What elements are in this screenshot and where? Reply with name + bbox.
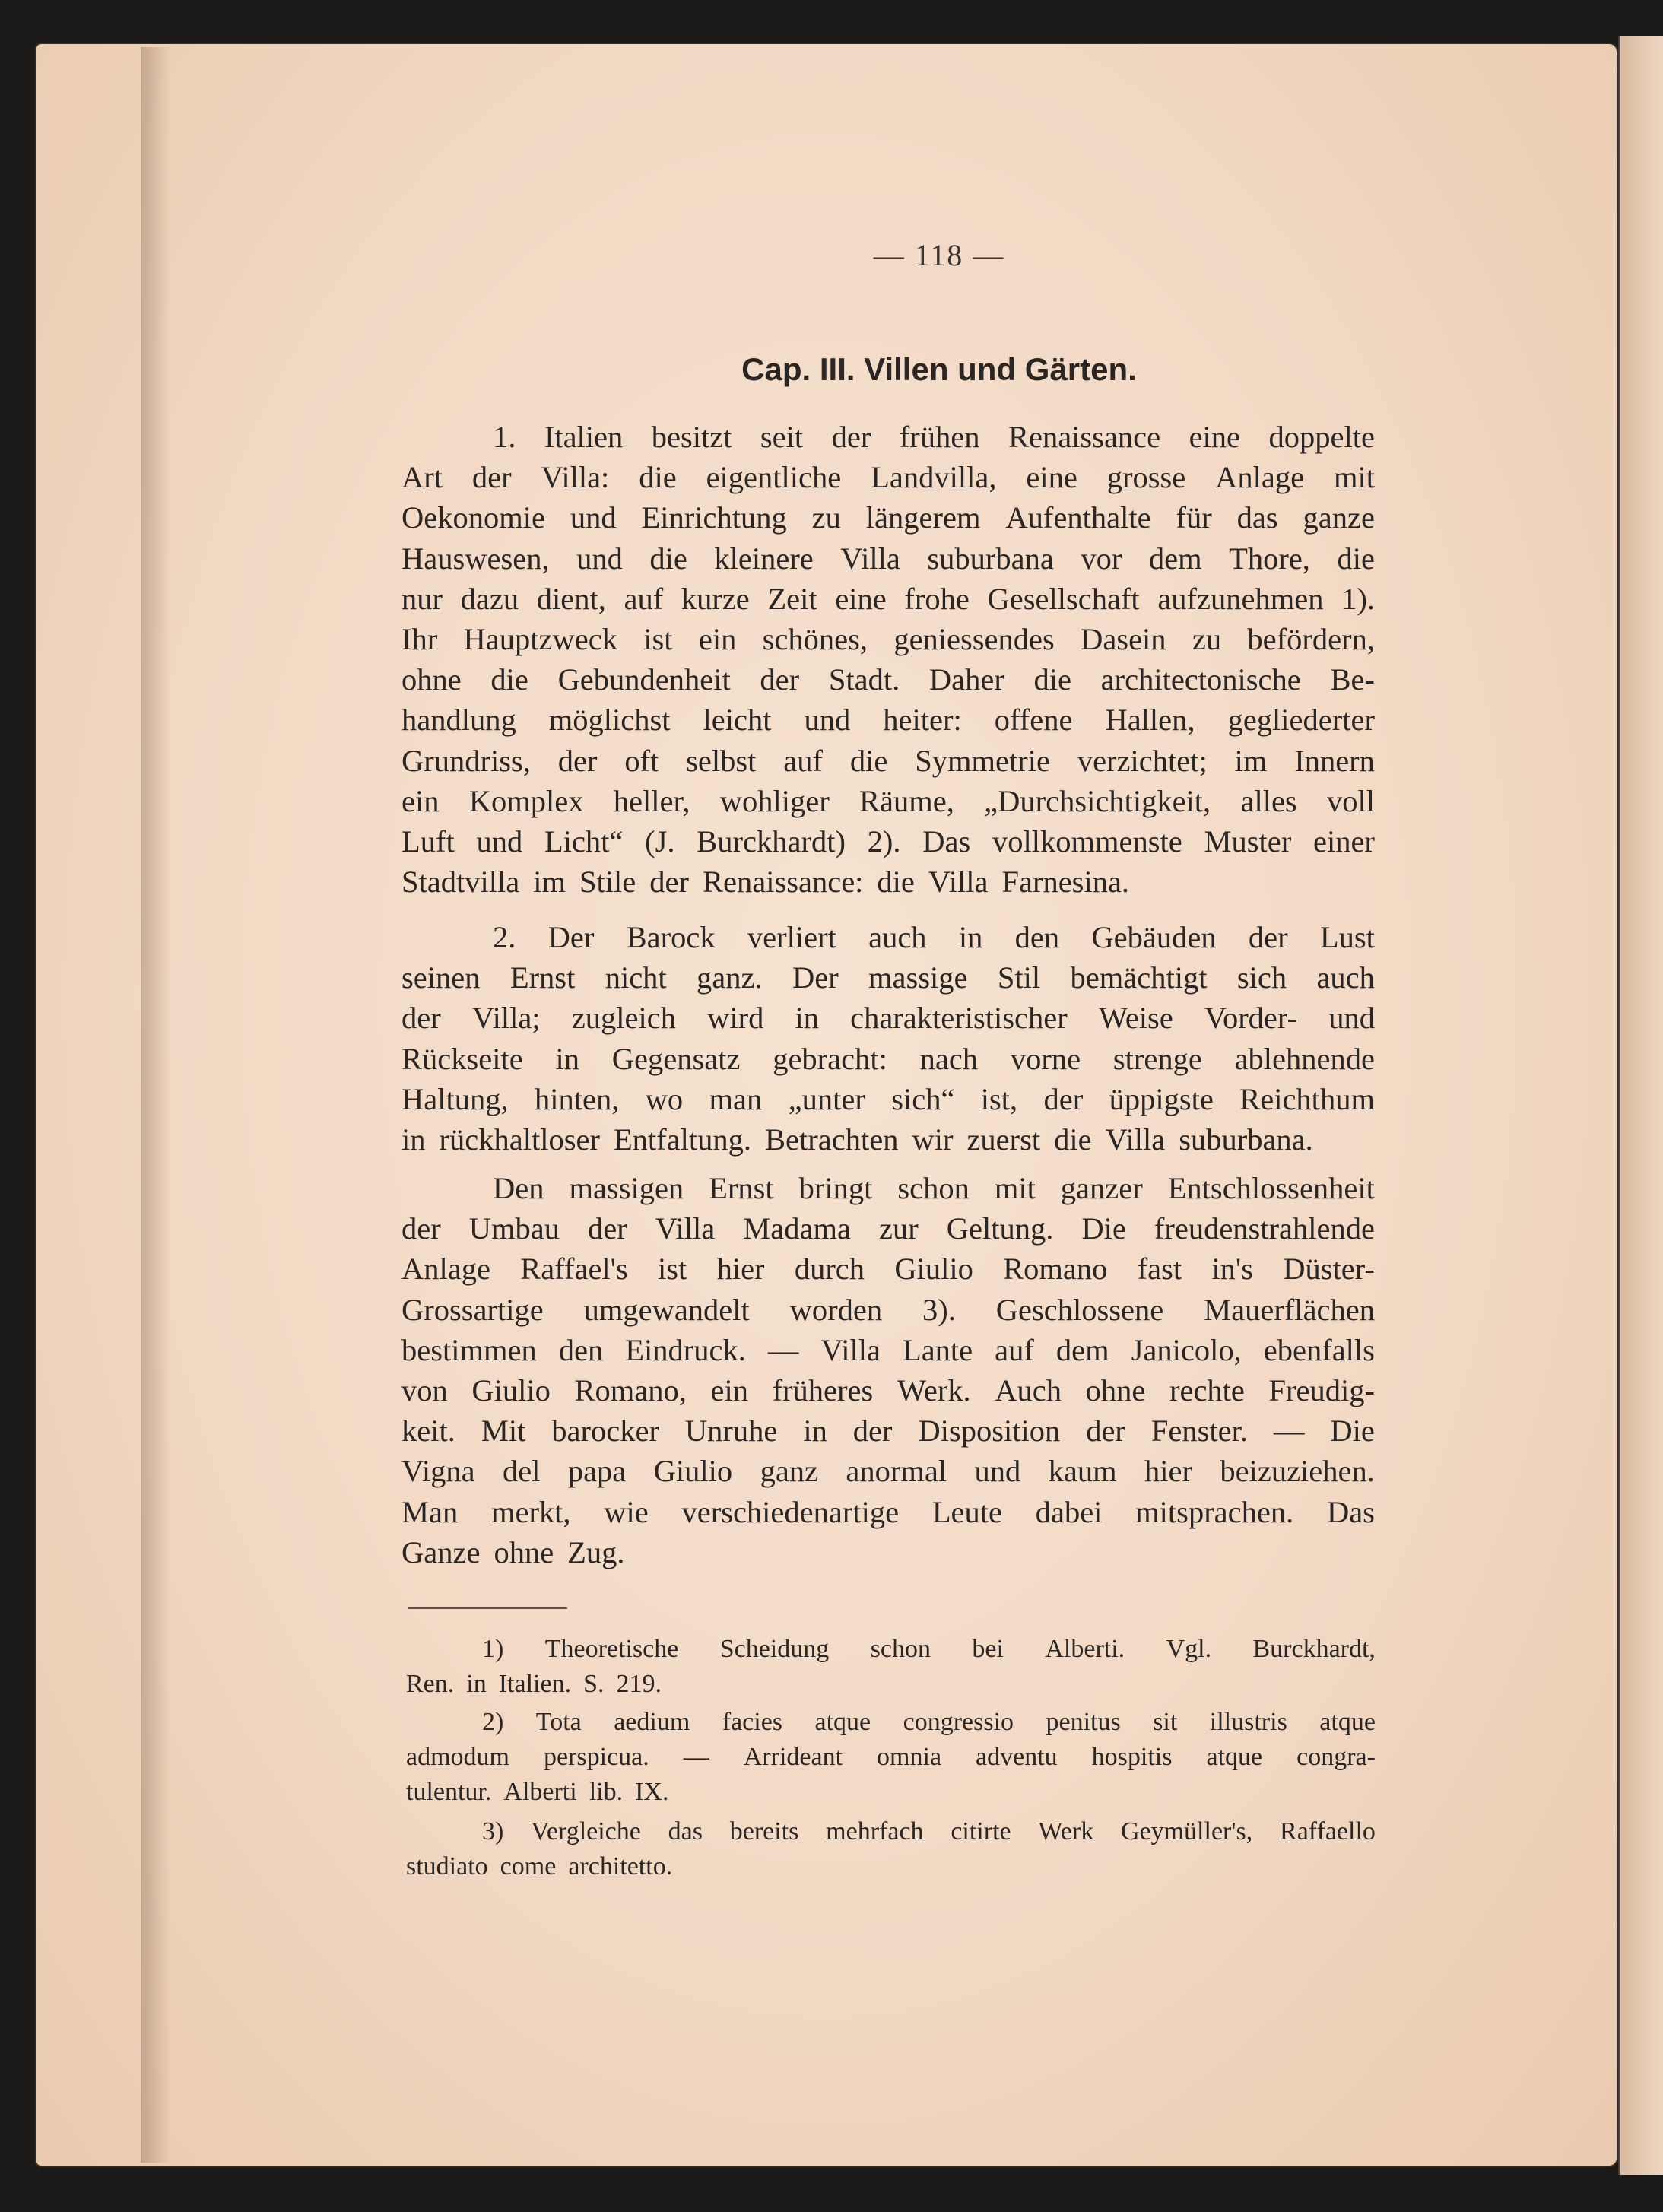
text-line: Man merkt, wie verschiedenartige Leute dabei mitsprachen. Das bbox=[401, 1494, 1375, 1529]
text-line: Stadtvilla im Stile der Renaissance: die Villa Farnesina. bbox=[401, 865, 1130, 900]
text-line: Vigna del papa Giulio ganz anormal und kaum hier beizuziehen. bbox=[401, 1454, 1375, 1489]
page-number: — 118 — bbox=[873, 238, 1005, 272]
chapter-heading: Cap. III. Villen und Gärten. bbox=[741, 351, 1137, 387]
paragraph-3 bbox=[401, 1168, 1375, 1573]
text-line: 1. Italien besitzt seit der frühen Renaissance eine doppelte bbox=[493, 420, 1375, 454]
footnote-line: 1) Theoretische Scheidung schon bei Alberti. Vgl. Burckhardt, bbox=[482, 1635, 1376, 1663]
footnote-line: studiato come architetto. bbox=[406, 1852, 673, 1880]
footnote-3 bbox=[406, 1814, 1376, 1884]
footnote-line: admodum perspicua. — Arrideant omnia adventu hospitis atque congra- bbox=[406, 1743, 1376, 1771]
text-line: nur dazu dient, auf kurze Zeit eine frohe Gesellschaft aufzunehmen 1). bbox=[401, 581, 1375, 616]
text-line: ohne die Gebundenheit der Stadt. Daher die architectonische Be- bbox=[401, 662, 1375, 697]
text-line: handlung möglichst leicht und heiter: offene Hallen, gegliederter bbox=[401, 703, 1375, 738]
paragraph-1 bbox=[401, 417, 1375, 902]
text-line: Grundriss, der oft selbst auf die Symmetrie verzichtet; im Innern bbox=[401, 743, 1375, 778]
text-line: Luft und Licht“ (J. Burckhardt) 2). Das vollkommenste Muster einer bbox=[401, 824, 1375, 858]
text-line: ein Komplex heller, wohliger Räume, „Durchsichtigkeit, alles voll bbox=[401, 783, 1375, 818]
text-line: Den massigen Ernst bringt schon mit ganzer Entschlossenheit bbox=[493, 1171, 1375, 1205]
text-line: in rückhaltloser Entfaltung. Betrachten wir zuerst die Villa suburbana. bbox=[401, 1122, 1313, 1157]
text-line: Oekonomie und Einrichtung zu längerem Aufenthalte für das ganze bbox=[401, 500, 1375, 535]
text-line: bestimmen den Eindruck. — Villa Lante auf dem Janicolo, ebenfalls bbox=[401, 1332, 1375, 1367]
paragraph-2 bbox=[401, 917, 1375, 1160]
footnote-line: tulentur. Alberti lib. IX. bbox=[406, 1778, 669, 1806]
text-line: Hauswesen, und die kleinere Villa suburbana vor dem Thore, die bbox=[401, 541, 1375, 576]
footnote-1 bbox=[406, 1632, 1376, 1702]
text-line: Ganze ohne Zug. bbox=[401, 1534, 625, 1569]
text-line: der Villa; zugleich wird in charakteristischer Weise Vorder- und bbox=[401, 1001, 1375, 1036]
text-line: Haltung, hinten, wo man „unter sich“ ist, der üppigste Reichthum bbox=[401, 1081, 1375, 1116]
text-line: keit. Mit barocker Unruhe in der Disposition der Fenster. — Die bbox=[401, 1414, 1375, 1449]
footnote-line: Ren. in Italien. S. 219. bbox=[406, 1670, 662, 1698]
text-line: der Umbau der Villa Madama zur Geltung. Die freudenstrahlende bbox=[401, 1211, 1375, 1246]
footnote-line: 3) Vergleiche das bereits mehrfach citirte Werk Geymüller's, Raffaello bbox=[482, 1817, 1376, 1845]
text-line: Rückseite in Gegensatz gebracht: nach vorne strenge ablehnende bbox=[401, 1041, 1375, 1076]
text-line: Grossartige umgewandelt worden 3). Geschlossene Mauerflächen bbox=[401, 1292, 1375, 1327]
text-line: Anlage Raffael's ist hier durch Giulio Romano fast in's Düster- bbox=[401, 1252, 1375, 1287]
text-line: 2. Der Barock verliert auch in den Gebäuden der Lust bbox=[493, 920, 1375, 954]
footnote-line: 2) Tota aedium facies atque congressio penitus sit illustris atque bbox=[482, 1708, 1376, 1736]
footnote-rule bbox=[408, 1607, 567, 1609]
text-line: Art der Villa: die eigentliche Landvilla, eine grosse Anlage mit bbox=[401, 460, 1375, 495]
text-line: Ihr Hauptzweck ist ein schönes, geniessendes Dasein zu befördern, bbox=[401, 621, 1375, 656]
text-line: seinen Ernst nicht ganz. Der massige Stil bemächtigt sich auch bbox=[401, 960, 1375, 995]
footnote-2 bbox=[406, 1705, 1376, 1810]
text-line: von Giulio Romano, ein früheres Werk. Auch ohne rechte Freudig- bbox=[401, 1373, 1375, 1407]
